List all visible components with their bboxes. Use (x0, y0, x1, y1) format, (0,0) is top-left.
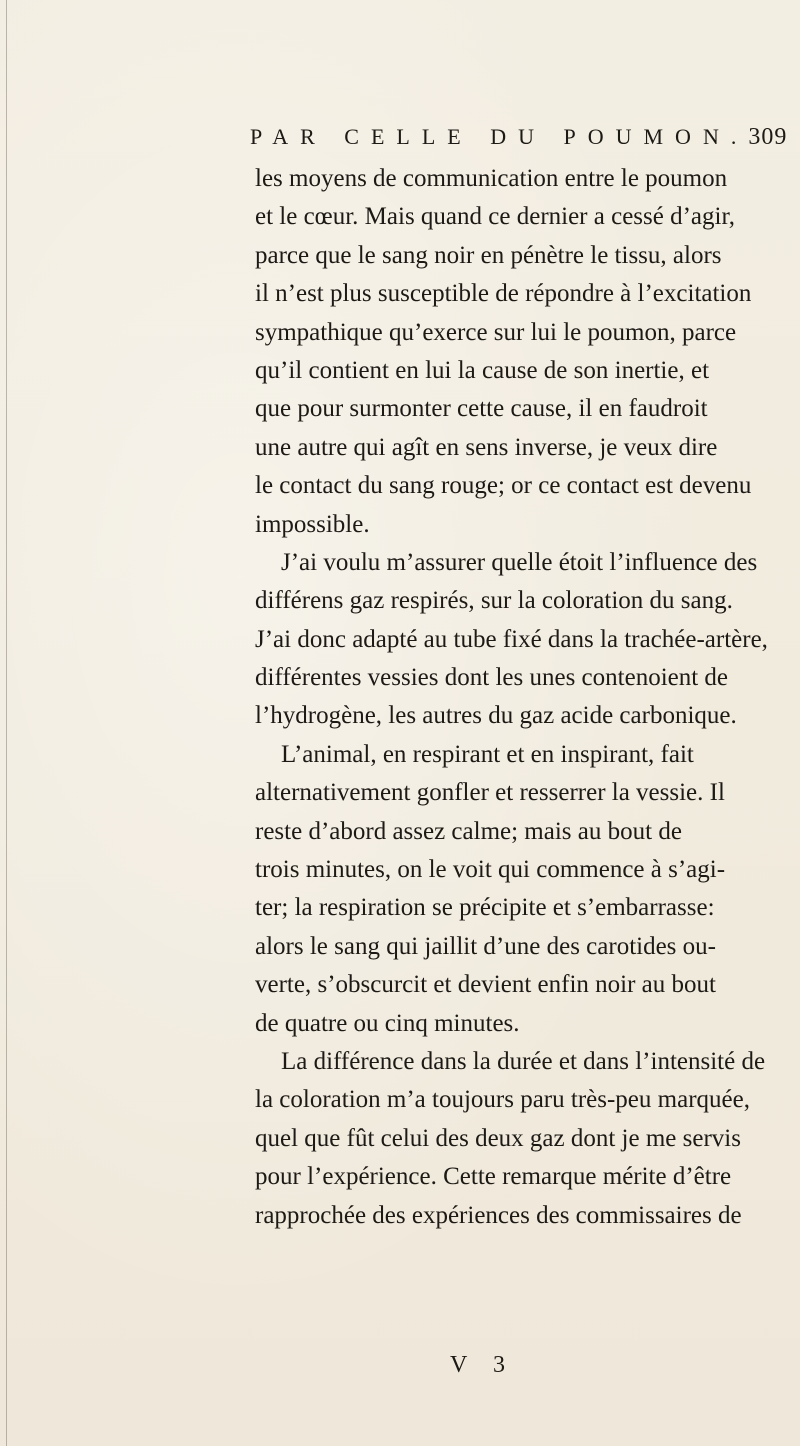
text-line-18: reste d’abord assez calme; mais au bout de (255, 817, 682, 845)
text-line-14: différentes vessies dont les unes contenoient de (255, 664, 729, 692)
text-line-10: impossible. (255, 510, 370, 538)
text-line-15: l’hydrogène, les autres du gaz acide carbonique. (255, 702, 737, 730)
text-line-26: quel que fût celui des deux gaz dont je me servis (255, 1124, 741, 1152)
text-line-23: de quatre ou cinq minutes. (255, 1009, 520, 1037)
text-line-11: J’ai voulu m’assurer quelle étoit l’influence des (281, 548, 758, 576)
text-line-13: J’ai donc adapté au tube fixé dans la trachée-artère, (255, 625, 768, 653)
text-line-25: la coloration m’a toujours paru très-peu marquée, (255, 1086, 750, 1114)
text-line-19: trois minutes, on le voit qui commence à s’agi- (255, 856, 726, 884)
text-line-20: ter; la respiration se précipite et s’embarrasse: (255, 894, 715, 922)
text-line-17: alternativement gonfler et resserrer la vessie. Il (255, 779, 725, 807)
text-line-4: il n’est plus susceptible de répondre à l’excitation (255, 280, 752, 308)
text-line-1: les moyens de communication entre le poumon (255, 165, 728, 192)
text-line-22: verte, s’obscurcit et devient enfin noir au bout (255, 971, 716, 999)
page-number: 309 (748, 124, 788, 150)
text-line-6: qu’il contient en lui la cause de son inertie, et (255, 356, 710, 384)
text-line-9: le contact du sang rouge; or ce contact est devenu (255, 472, 752, 500)
text-line-27: pour l’expérience. Cette remarque mérite d’être (255, 1163, 732, 1191)
page-edge-line (6, 0, 7, 1446)
running-title: PAR CELLE DU POUMON. (250, 124, 749, 149)
text-line-5: sympathique qu’exerce sur lui le poumon, parce (255, 318, 737, 346)
text-line-12: différens gaz respirés, sur la coloration du sang. (255, 587, 733, 615)
text-line-28: rapprochée des expériences des commissaires de (255, 1201, 742, 1229)
text-line-2: et le cœur. Mais quand ce dernier a cessé d’agir, (255, 203, 736, 231)
text-line-3: parce que le sang noir en pénètre le tissu, alors (255, 241, 722, 269)
text-line-24: La différence dans la durée et dans l’intensité de (281, 1047, 766, 1075)
text-line-21: alors le sang qui jaillit d’une des carotides ou- (255, 932, 716, 960)
text-line-16: L’animal, en respirant et en inspirant, fait (281, 740, 694, 768)
signature-mark: V 3 (450, 1352, 515, 1378)
text-line-8: une autre qui agît en sens inverse, je veux dire (255, 433, 718, 461)
text-line-7: que pour surmonter cette cause, il en faudroit (255, 395, 708, 423)
body-text (255, 160, 768, 1235)
running-head (250, 124, 788, 151)
